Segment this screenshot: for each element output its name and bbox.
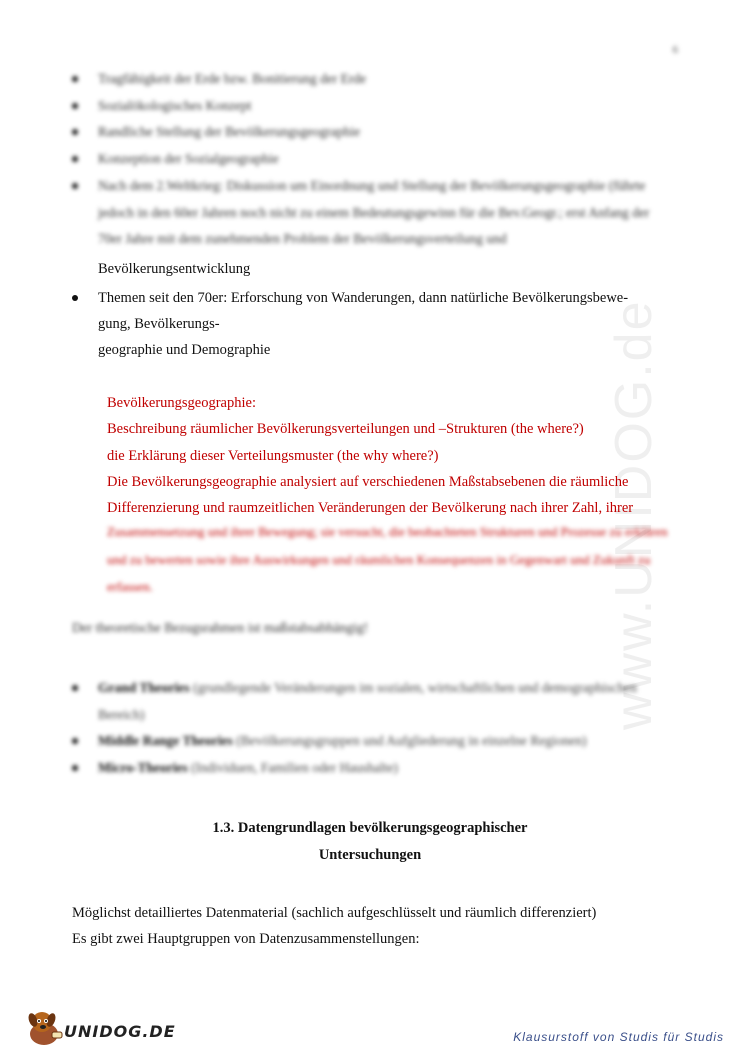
definition-block — [107, 390, 687, 521]
logo-text: UNIDOG.DE — [64, 1022, 176, 1041]
body-line-2: Es gibt zwei Hauptgruppen von Datenzusammenstellungen: — [72, 931, 420, 947]
theory-desc: (grundlegende Veränderungen im sozialen, wirtschaftlichen und demographischen Bereich) — [98, 680, 637, 722]
definition-title: Bevölkerungsgeographie: — [107, 395, 256, 411]
themes-line-3: geographie und Demographie — [98, 342, 271, 358]
unidog-logo — [22, 1008, 176, 1048]
bullet-dot — [72, 295, 78, 301]
watermark: www.UNIDOG.de — [605, 299, 663, 730]
list-item — [72, 728, 672, 755]
definition-line-3: Die Bevölkerungsgeographie analysiert auf verschiedenen Maßstabsebenen die räumliche — [107, 473, 629, 490]
list-item: Sozialökologisches Konzept — [72, 93, 672, 120]
section-heading-line-2: Untersuchungen — [318, 846, 422, 863]
theory-statement: Der theoretische Bezugsrahmen ist maßstabsabhängig! — [72, 620, 369, 635]
section-heading — [150, 815, 590, 868]
definition-line-4: Differenzierung und raumzeitlichen Veränderungen der Bevölkerung nach ihrer Zahl, ihrer — [107, 500, 634, 517]
dog-mascot-icon — [22, 1008, 66, 1048]
page-number: 6 — [672, 44, 678, 56]
list-item: Randliche Stellung der Bevölkerungsgeographie — [72, 119, 672, 146]
body-text — [72, 900, 596, 952]
section-heading-line-1: 1.3. Datengrundlagen bevölkerungsgeographischer — [212, 820, 528, 836]
definition-blurred: Zusammensetzung und ihrer Bewegung; sie versucht, die beobachteten Strukturen und Prozesse zu erklären und zu bewerten sowie ihre Auswirkungen und räumlichen Konsequenzen in Gegenwart und Zukunft zu erfassen. — [107, 524, 668, 594]
blurred-bullet-list-top — [72, 66, 672, 253]
themes-line-2: gung, Bevölkerungs- — [98, 316, 220, 332]
list-item: Tragfähigkeit der Erde bzw. Bonitierung der Erde — [72, 66, 672, 93]
body-line-1: Möglichst detailliertes Datenmaterial (sachlich aufgeschlüsselt und räumlich differenziert) — [72, 905, 597, 921]
footer-slogan: Klausurstoff von Studis für Studis — [513, 1030, 724, 1044]
theories-list — [72, 675, 672, 782]
themes-line-1: Themen seit den 70er: Erforschung von Wanderungen, dann natürliche Bevölkerungsbewe- — [98, 290, 629, 306]
theory-desc: (Bevölkerungsgruppen und Aufgliederung in einzelne Regionen) — [236, 733, 587, 749]
theory-name: Middle Range Theories — [98, 733, 233, 749]
themes-bullet — [72, 285, 672, 363]
list-item: Konzeption der Sozialgeographie — [72, 146, 672, 173]
definition-line-1: Beschreibung räumlicher Bevölkerungsverteilungen und –Strukturen (the where?) — [107, 421, 584, 438]
list-item — [72, 675, 672, 728]
theory-desc: (Individuen, Familien oder Haushalte) — [191, 760, 399, 776]
theory-name: Grand Theories — [98, 680, 190, 695]
list-item: Nach dem 2.Weltkrieg: Diskussion um Einordnung und Stellung der Bevölkerungsgeographie (führte jedoch in den 60er Jahren noch nicht zu einem Bedeutungsgewinn für die Bev.Geogr.; erst Anfang der 70er Jahre mit dem zunehmenden Problem der Bevölkerungsverteilung und — [72, 173, 672, 253]
theory-name: Micro-Theories — [98, 760, 188, 776]
definition-line-2: die Erklärung dieser Verteilungsmuster (the why where?) — [107, 447, 439, 464]
list-item — [72, 755, 672, 782]
continuation-line: Bevölkerungsentwicklung — [98, 261, 251, 277]
